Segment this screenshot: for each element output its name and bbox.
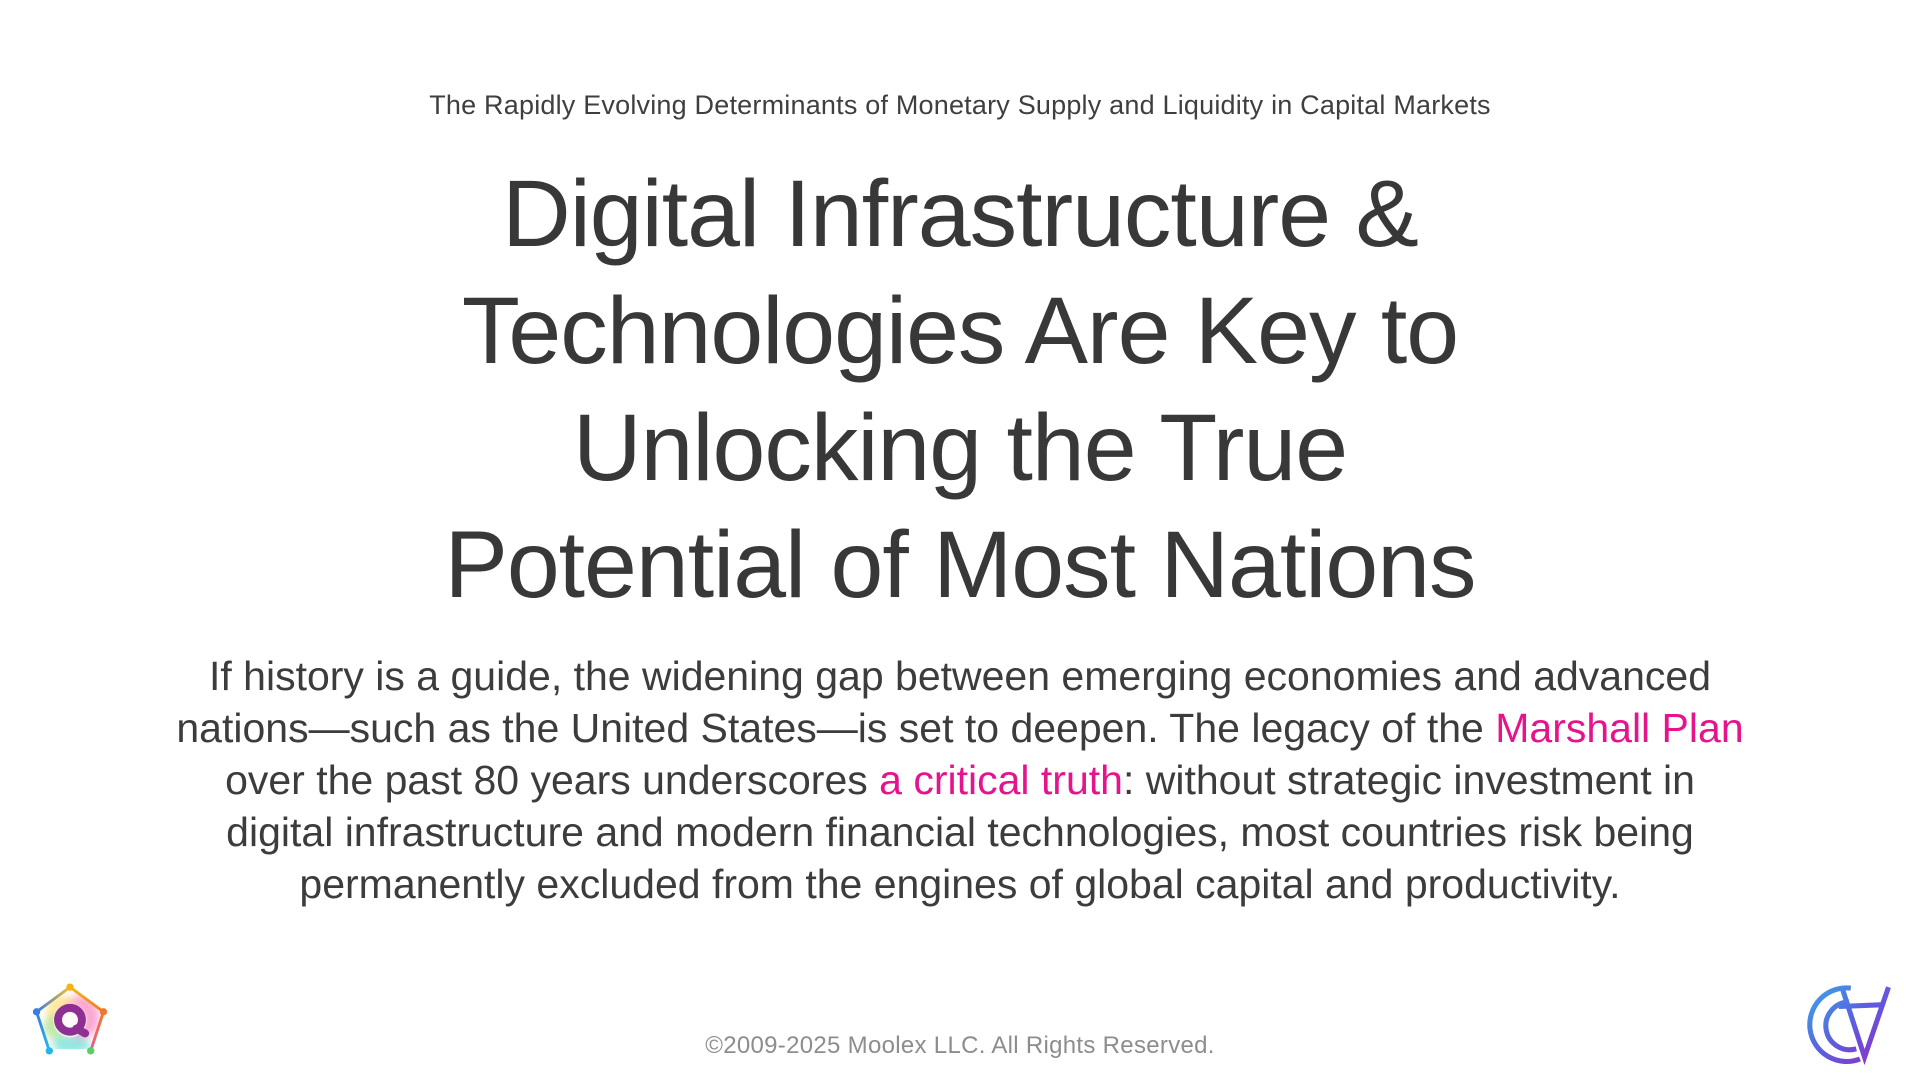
paragraph-text: permanently excluded from the engines of global capital and productivity. (299, 861, 1621, 907)
accent-text: Marshall Plan (1495, 705, 1744, 751)
paragraph-line (30, 806, 1890, 858)
paragraph-text: nations—such as the United States—is set to deepen. The legacy of the (176, 705, 1496, 751)
paragraph-line (30, 858, 1890, 910)
title-line: Digital Infrastructure & (502, 161, 1418, 267)
title-line: Unlocking the True (572, 395, 1348, 501)
paragraph-text: over the past 80 years underscores (225, 757, 880, 803)
intro-paragraph (30, 650, 1890, 910)
eyebrow-text: The Rapidly Evolving Determinants of Monetary Supply and Liquidity in Capital Markets (429, 90, 1491, 120)
paragraph-text: If history is a guide, the widening gap between emerging economies and advanced (208, 653, 1712, 699)
paragraph-line (30, 650, 1890, 702)
title-line: Potential of Most Nations (444, 512, 1476, 618)
ca-monogram-logo (1802, 978, 1894, 1070)
page-title (0, 156, 1920, 624)
paragraph-text: : without strategic investment in (1122, 757, 1695, 803)
copyright-text: ©2009-2025 Moolex LLC. All Rights Reserved. (705, 1032, 1215, 1059)
accent-text: a critical truth (879, 757, 1123, 803)
ca-monogram-icon (1802, 978, 1894, 1070)
paragraph-line (30, 754, 1890, 806)
paragraph-text: digital infrastructure and modern financial technologies, most countries risk being (226, 809, 1694, 855)
paragraph-line (30, 702, 1890, 754)
title-line: Technologies Are Key to (461, 278, 1459, 384)
